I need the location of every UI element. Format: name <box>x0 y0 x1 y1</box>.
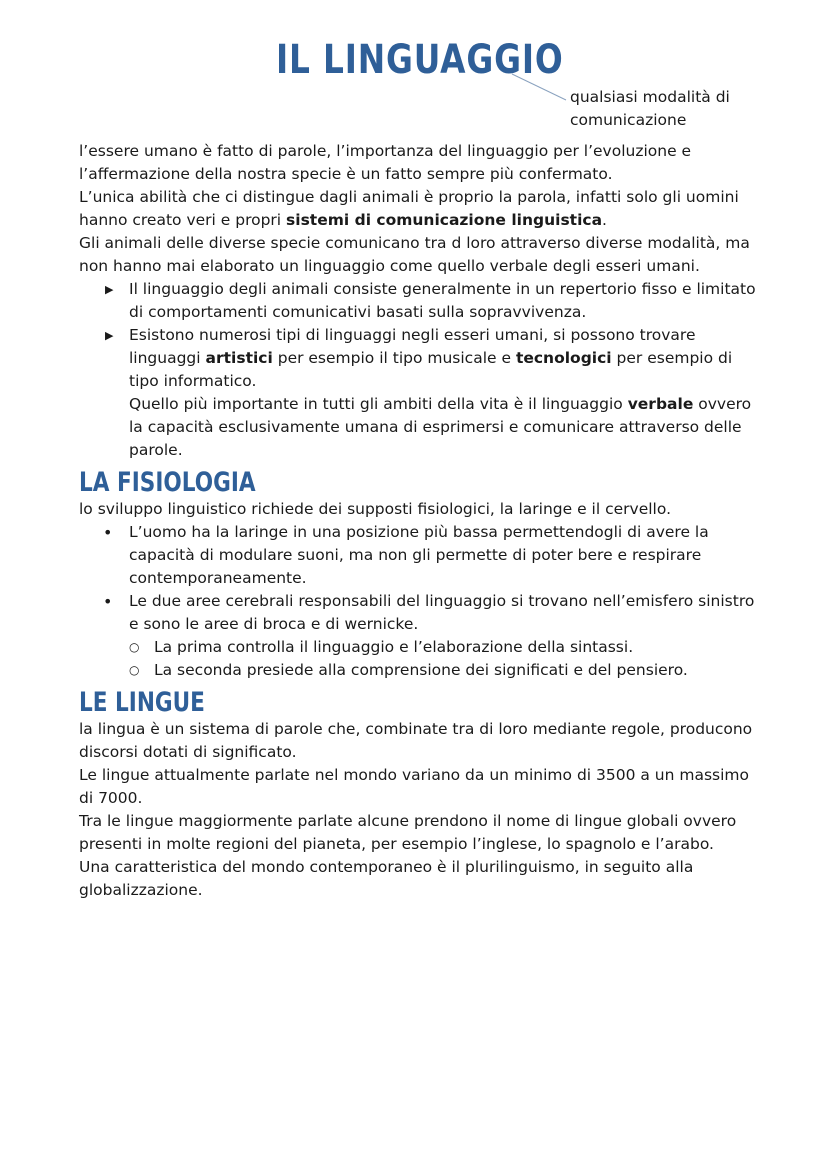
arrow-bullet-icon: ▶ <box>105 329 114 342</box>
fisiologia-sub-list <box>79 636 759 682</box>
page-title: IL LINGUAGGIO <box>276 37 564 83</box>
annotation-note: qualsiasi modalità di comunicazione <box>570 88 730 129</box>
intro-paragraph-3: Gli animali delle diverse specie comunicano tra d loro attraverso diverse modalità, ma non hanno mai elaborato un linguaggio come quello verbale degli esseri umani. <box>79 234 750 275</box>
circle-bullet-icon: ○ <box>129 640 140 654</box>
arrow-bullet-icon: ▶ <box>105 283 114 296</box>
lingue-paragraph-2: Le lingue attualmente parlate nel mondo variano da un minimo di 3500 a un massimo di 7000. <box>79 766 750 807</box>
list-item: ○ La prima controlla il linguaggio e l’elaborazione della sintassi. <box>79 636 759 659</box>
lingue-paragraph-4: Una caratteristica del mondo contemporaneo è il plurilinguismo, in seguito alla globalizzazione. <box>79 858 694 899</box>
list-item: • L’uomo ha la laringe in una posizione più bassa permettendogli di avere la capacità di modulare suoni, ma non gli permette di poter bere e respirare contemporaneamente. <box>103 523 709 587</box>
dot-bullet-icon: • <box>103 523 113 542</box>
list-item: ▶ Il linguaggio degli animali consiste generalmente in un repertorio fisso e limitato di comportamenti comunicativi basati sulla sopravvivenza. <box>105 280 756 321</box>
section-heading-fisiologia: LA FISIOLOGIA <box>79 467 256 498</box>
list-item: • Le due aree cerebrali responsabili del linguaggio si trovano nell’emisfero sinistro e sono le aree di broca e di wernicke. <box>103 592 755 633</box>
list-item: ▶ Esistono numerosi tipi di linguaggi negli esseri umani, si possono trovare linguaggi artistici per esempio il tipo musicale e tecnologici per esempio di tipo informatico. <box>105 326 733 390</box>
fisiologia-intro: lo sviluppo linguistico richiede dei supposti fisiologici, la laringe e il cervello. <box>79 500 671 518</box>
intro-paragraph-1: l’essere umano è fatto di parole, l’importanza del linguaggio per l’evoluzione e l’affermazione della nostra specie è un fatto sempre più confermato. <box>79 142 692 183</box>
section-heading-lingue: LE LINGUE <box>79 687 205 718</box>
dot-bullet-icon: • <box>103 592 113 611</box>
annotation-connector-line <box>510 72 570 102</box>
lingue-paragraph-1: la lingua è un sistema di parole che, combinate tra di loro mediante regole, producono discorsi dotati di significato. <box>79 720 753 761</box>
document-body <box>79 140 759 902</box>
intro-bullet-list <box>79 278 759 393</box>
intro-bullet-continuation: Quello più importante in tutti gli ambiti della vita è il linguaggio verbale ovvero la capacità esclusivamente umana di esprimersi e comunicare attraverso delle parole. <box>129 395 752 459</box>
circle-bullet-icon: ○ <box>129 663 140 677</box>
intro-paragraph-2: L’unica abilità che ci distingue dagli animali è proprio la parola, infatti solo gli uomini hanno creato veri e propri sistemi di comunicazione linguistica. <box>79 188 739 229</box>
lingue-paragraph-3: Tra le lingue maggiormente parlate alcune prendono il nome di lingue globali ovvero presenti in molte regioni del pianeta, per esempio l’inglese, lo spagnolo e l’arabo. <box>79 812 737 853</box>
list-item: ○ La seconda presiede alla comprensione dei significati e del pensiero. <box>79 659 759 682</box>
fisiologia-bullet-list <box>79 521 759 636</box>
